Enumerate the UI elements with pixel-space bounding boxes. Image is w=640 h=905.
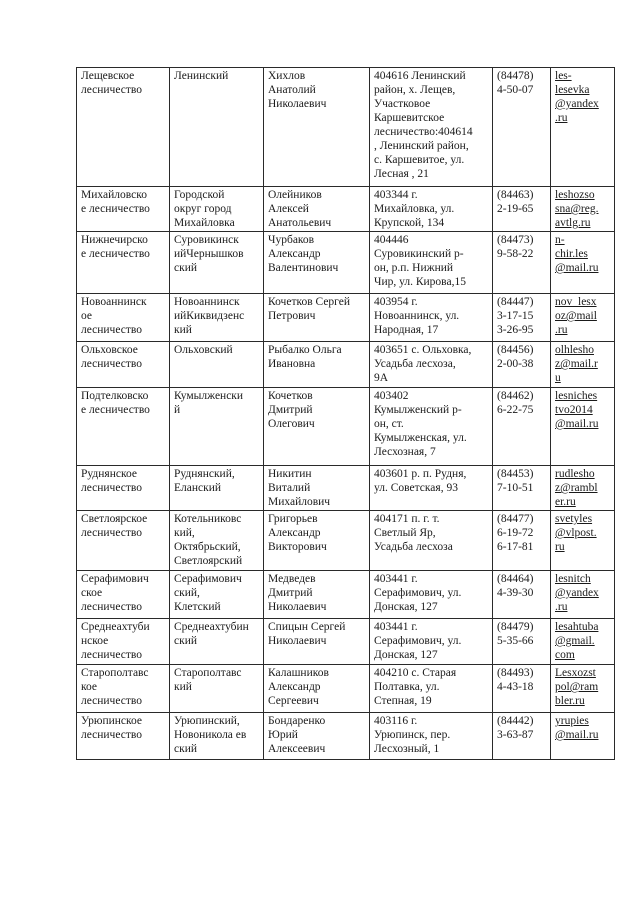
address-cell: 403116 г. Урюпинск, пер. Лесхозный, 1: [370, 713, 493, 760]
forestry-name-cell: Руднянское лесничество: [77, 466, 170, 511]
email-cell[interactable]: svetyles @vlpost. ru: [551, 511, 615, 571]
email-cell[interactable]: nov_lesx oz@mail .ru: [551, 294, 615, 342]
forestry-table: [76, 67, 615, 760]
address-cell: 404616 Ленинский район, х. Лещев, Участковое Каршевитское лесничество:404614 , Ленинский район, с. Каршевитое, ул. Лесная , 21: [370, 68, 493, 187]
table-row: [77, 342, 615, 388]
phone-cell: (84477) 6-19-72 6-17-81: [493, 511, 551, 571]
email-cell[interactable]: olhlesho z@mail.r u: [551, 342, 615, 388]
head-name-cell: Кочетков Дмитрий Олегович: [264, 388, 370, 466]
address-cell: 403651 с. Ольховка, Усадьба лесхоза, 9А: [370, 342, 493, 388]
table-row: [77, 294, 615, 342]
phone-cell: (84453) 7-10-51: [493, 466, 551, 511]
table-row: [77, 571, 615, 619]
address-cell: 403344 г. Михайловка, ул. Крупской, 134: [370, 187, 493, 232]
email-cell[interactable]: Lesxozst pol@ram bler.ru: [551, 665, 615, 713]
forestry-name-cell: Подтелковско е лесничество: [77, 388, 170, 466]
district-cell: Урюпинский, Новоникола ев ский: [170, 713, 264, 760]
table-row: [77, 619, 615, 665]
head-name-cell: Никитин Виталий Михайлович: [264, 466, 370, 511]
head-name-cell: Григорьев Александр Викторович: [264, 511, 370, 571]
district-cell: Среднеахтубин ский: [170, 619, 264, 665]
forestry-name-cell: Нижнечирско е лесничество: [77, 232, 170, 294]
forestry-name-cell: Ольховское лесничество: [77, 342, 170, 388]
head-name-cell: Чурбаков Александр Валентинович: [264, 232, 370, 294]
address-cell: 404446 Суровикинский р- он, р.п. Нижний Чир, ул. Кирова,15: [370, 232, 493, 294]
district-cell: Новоаннинск ийКиквидзенс кий: [170, 294, 264, 342]
table-row: [77, 665, 615, 713]
address-cell: 404210 с. Старая Полтавка, ул. Степная, 19: [370, 665, 493, 713]
table-row: [77, 388, 615, 466]
phone-cell: (84463) 2-19-65: [493, 187, 551, 232]
head-name-cell: Бондаренко Юрий Алексеевич: [264, 713, 370, 760]
email-cell[interactable]: lesahtuba @gmail. com: [551, 619, 615, 665]
table-row: [77, 511, 615, 571]
forestry-name-cell: Серафимович ское лесничество: [77, 571, 170, 619]
email-cell[interactable]: yrupies @mail.ru: [551, 713, 615, 760]
district-cell: Серафимович ский, Клетский: [170, 571, 264, 619]
forestry-name-cell: Лещевское лесничество: [77, 68, 170, 187]
district-cell: Кумылженски й: [170, 388, 264, 466]
address-cell: 403601 р. п. Рудня, ул. Советская, 93: [370, 466, 493, 511]
head-name-cell: Спицын Сергей Николаевич: [264, 619, 370, 665]
phone-cell: (84456) 2-00-38: [493, 342, 551, 388]
table-row: [77, 466, 615, 511]
email-cell[interactable]: lesnitch @yandex .ru: [551, 571, 615, 619]
forestry-name-cell: Старополтавс кое лесничество: [77, 665, 170, 713]
phone-cell: (84479) 5-35-66: [493, 619, 551, 665]
table-body: [77, 68, 615, 760]
head-name-cell: Олейников Алексей Анатольевич: [264, 187, 370, 232]
district-cell: Ленинский: [170, 68, 264, 187]
phone-cell: (84493) 4-43-18: [493, 665, 551, 713]
district-cell: Старополтавс кий: [170, 665, 264, 713]
head-name-cell: Хихлов Анатолий Николаевич: [264, 68, 370, 187]
phone-cell: (84478) 4-50-07: [493, 68, 551, 187]
phone-cell: (84447) 3-17-15 3-26-95: [493, 294, 551, 342]
phone-cell: (84442) 3-63-87: [493, 713, 551, 760]
address-cell: 404171 п. г. т. Светлый Яр, Усадьба лесхоза: [370, 511, 493, 571]
email-cell[interactable]: lesniches tvo2014 @mail.ru: [551, 388, 615, 466]
forestry-name-cell: Новоаннинск ое лесничество: [77, 294, 170, 342]
district-cell: Руднянский, Еланский: [170, 466, 264, 511]
email-cell[interactable]: les- lesevka @yandex .ru: [551, 68, 615, 187]
address-cell: 403441 г. Серафимович, ул. Донская, 127: [370, 571, 493, 619]
phone-cell: (84464) 4-39-30: [493, 571, 551, 619]
head-name-cell: Рыбалко Ольга Ивановна: [264, 342, 370, 388]
phone-cell: (84473) 9-58-22: [493, 232, 551, 294]
phone-cell: (84462) 6-22-75: [493, 388, 551, 466]
forestry-name-cell: Светлоярское лесничество: [77, 511, 170, 571]
email-cell[interactable]: rudlesho z@rambl er.ru: [551, 466, 615, 511]
forestry-name-cell: Урюпинское лесничество: [77, 713, 170, 760]
email-cell[interactable]: n- chir.les @mail.ru: [551, 232, 615, 294]
table-row: [77, 187, 615, 232]
district-cell: Ольховский: [170, 342, 264, 388]
address-cell: 403954 г. Новоаннинск, ул. Народная, 17: [370, 294, 493, 342]
head-name-cell: Кочетков Сергей Петрович: [264, 294, 370, 342]
head-name-cell: Медведев Дмитрий Николаевич: [264, 571, 370, 619]
address-cell: 403402 Кумылженский р- он, ст. Кумылженская, ул. Лесхозная, 7: [370, 388, 493, 466]
table-row: [77, 232, 615, 294]
district-cell: Котельниковс кий, Октябрьский, Светлоярский: [170, 511, 264, 571]
forestry-name-cell: Михайловско е лесничество: [77, 187, 170, 232]
head-name-cell: Калашников Александр Сергеевич: [264, 665, 370, 713]
table-row: [77, 68, 615, 187]
forestry-name-cell: Среднеахтуби нское лесничество: [77, 619, 170, 665]
district-cell: Городской округ город Михайловка: [170, 187, 264, 232]
email-cell[interactable]: leshozso sna@reg. avtlg.ru: [551, 187, 615, 232]
district-cell: Суровикинск ийЧернышков ский: [170, 232, 264, 294]
address-cell: 403441 г. Серафимович, ул. Донская, 127: [370, 619, 493, 665]
table-row: [77, 713, 615, 760]
